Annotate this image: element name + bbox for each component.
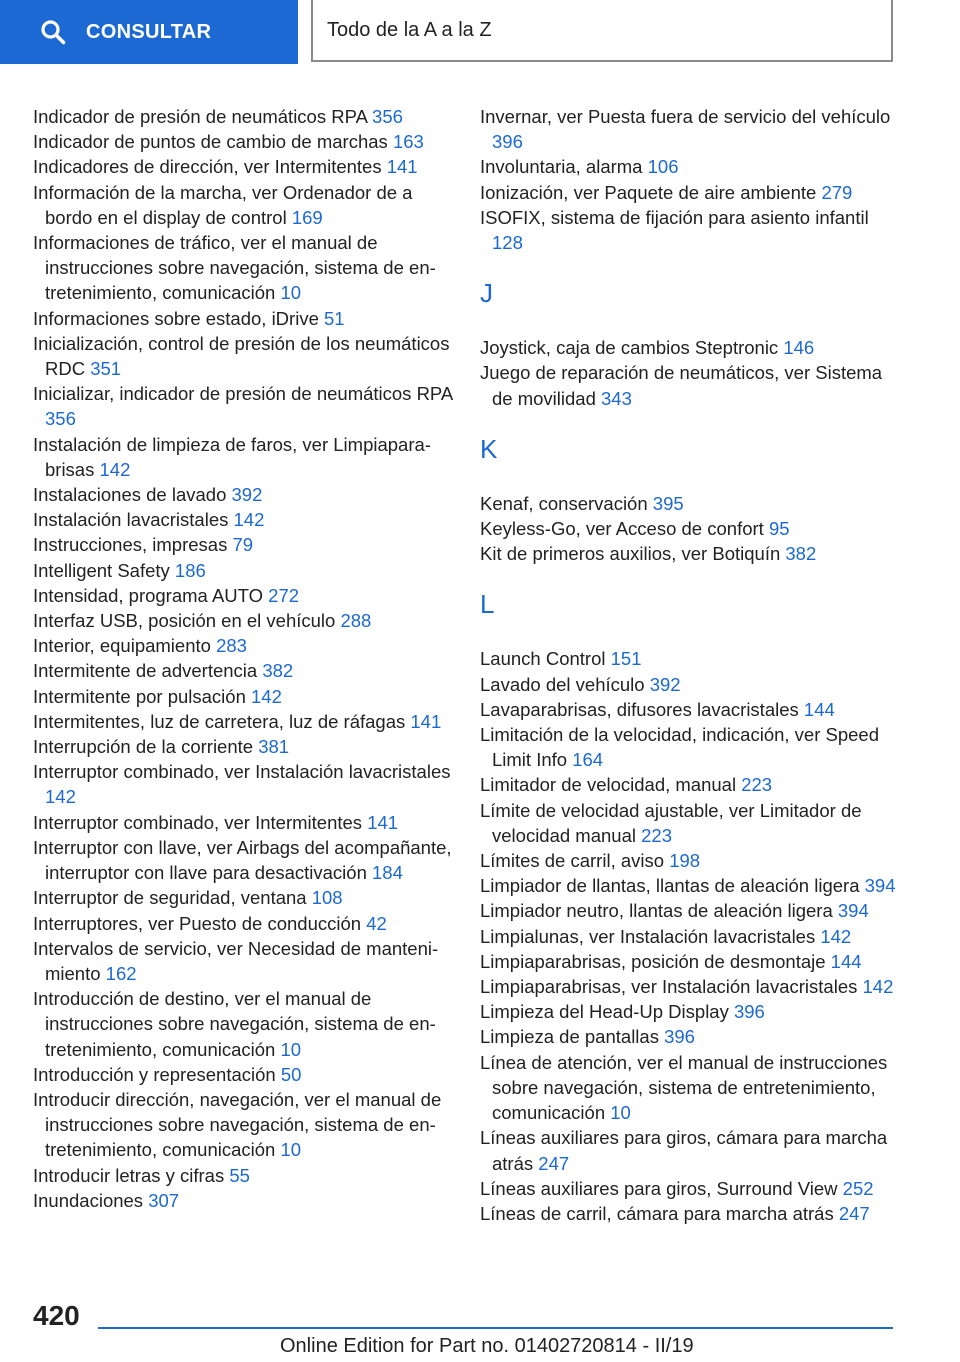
index-entry-text: Intelligent Safety [33, 559, 175, 581]
index-page-link[interactable]: 144 [803, 698, 835, 720]
index-entry [33, 986, 453, 1062]
index-entry [480, 999, 900, 1024]
page-number: 420 [33, 1300, 80, 1331]
index-page-link[interactable]: 394 [837, 900, 869, 922]
index-entry-text: Limpieza de pantallas [480, 1026, 665, 1048]
index-entry-text: Keyless-Go, ver Acceso de confort [480, 518, 769, 540]
index-page-link[interactable]: 307 [148, 1189, 180, 1211]
index-entry [480, 154, 900, 179]
index-entry [33, 558, 453, 583]
index-entry [33, 633, 453, 658]
index-entry-text: Limpialunas, ver Instalación lavacristales [480, 925, 821, 947]
index-page-link[interactable]: 252 [842, 1177, 874, 1199]
index-group-l [480, 646, 900, 1226]
index-entry-text: Líneas de carril, cámara para marcha atrás [480, 1202, 839, 1224]
index-page-link[interactable]: 382 [262, 660, 294, 682]
index-entry-text: Introducción de destino, ver el manual de instrucciones sobre navegación, sistema de entretenimiento, comunicación [33, 988, 436, 1060]
footer-divider [98, 1327, 893, 1329]
index-entry-text: Instalación lavacristales [33, 509, 234, 531]
index-entry-text: Información de la marcha, ver Ordenador de a bordo en el display de control [33, 181, 413, 228]
index-page-link[interactable]: 128 [492, 232, 523, 254]
index-page-link[interactable]: 42 [366, 912, 387, 934]
index-entry-text: Interruptor de seguridad, ventana [33, 887, 312, 909]
index-entry [480, 697, 900, 722]
index-entry-text: Intermitente por pulsación [33, 685, 252, 707]
index-page-link[interactable]: 142 [99, 458, 131, 480]
index-entry [480, 104, 900, 154]
index-page-link[interactable]: 382 [785, 543, 817, 565]
index-entry-text: Instalaciones de lavado [33, 484, 232, 506]
index-page-link[interactable]: 356 [372, 106, 403, 127]
index-page-link[interactable]: 141 [367, 811, 399, 833]
index-entry [480, 949, 900, 974]
index-entry-text: Indicador de puntos de cambio de marchas [33, 131, 393, 153]
index-entry [33, 759, 453, 809]
index-entry [33, 658, 453, 683]
index-entry [33, 911, 453, 936]
index-entry-text: ISOFIX, sistema de fijación para asiento infantil [480, 206, 869, 228]
index-page-link[interactable]: 10 [280, 282, 302, 304]
index-entry [33, 684, 453, 709]
index-entry [480, 722, 900, 772]
index-entry [33, 1062, 453, 1087]
index-entry [480, 516, 900, 541]
index-entry [33, 734, 453, 759]
index-page-link[interactable]: 283 [216, 635, 247, 657]
index-entry-text: Indicador de presión de neumáticos RPA [33, 106, 373, 127]
index-page-link[interactable]: 142 [251, 685, 282, 707]
index-page-link[interactable]: 279 [821, 181, 853, 203]
index-entry [33, 331, 453, 381]
index-entry-text: Limpieza del Head-Up Display [480, 1001, 734, 1023]
index-entry [33, 936, 453, 986]
index-page-link[interactable]: 396 [492, 131, 523, 153]
index-entry-text: Inundaciones [33, 1189, 149, 1211]
index-entry-text: Línea de atención, ver el manual de instrucciones sobre navegación, sistema de entretenimiento, comunicación [480, 1051, 888, 1124]
search-icon [40, 19, 66, 45]
section-tab[interactable] [311, 0, 893, 62]
index-page-link[interactable]: 141 [410, 710, 442, 732]
index-page-link[interactable]: 288 [340, 610, 372, 632]
index-entry-text: Inicialización, control de presión de los neumáticos RDC [33, 332, 450, 380]
index-page-link[interactable]: 394 [864, 875, 896, 897]
index-page-link[interactable]: 247 [838, 1202, 870, 1224]
index-entry [480, 1201, 900, 1226]
index-entry [33, 709, 453, 734]
index-page-link[interactable]: 164 [572, 749, 604, 771]
index-page-link[interactable]: 169 [291, 206, 323, 228]
index-group-i [480, 104, 900, 255]
index-page-link[interactable]: 108 [311, 887, 343, 909]
index-entry [480, 1024, 900, 1049]
index-entry [480, 1125, 900, 1175]
index-entry [480, 848, 900, 873]
index-page-link[interactable]: 106 [647, 156, 679, 178]
index-entry [33, 608, 453, 633]
index-entry-text: Instrucciones, impresas [33, 534, 233, 556]
index-page-link[interactable]: 95 [768, 518, 790, 540]
index-entry [33, 432, 453, 482]
index-letter-l: L [480, 589, 495, 620]
index-entry-text: Interfaz USB, posición en el vehículo [33, 610, 341, 632]
index-column-right [480, 104, 900, 1226]
index-entry-text: Interruptor con llave, ver Airbags del acompañante, interruptor con llave para desactivación [33, 836, 452, 884]
index-page-link[interactable]: 392 [231, 484, 263, 506]
index-entry [33, 1163, 453, 1188]
index-entry [480, 798, 900, 848]
index-entry-text: Limpiaparabrisas, posición de desmontaje [480, 950, 831, 972]
index-entry [33, 482, 453, 507]
index-entry-text: Joystick, caja de cambios Steptronic [480, 337, 784, 359]
index-entry-text: Instalación de limpieza de faros, ver Limpiaparabrisas [33, 433, 431, 480]
index-entry-text: Intermitente de advertencia [33, 660, 263, 682]
index-entry-text: Límite de velocidad ajustable, ver Limitador de velocidad manual [480, 799, 862, 846]
index-entry [33, 810, 453, 835]
index-page-link[interactable]: 396 [664, 1026, 695, 1048]
index-entry-text: Invernar, ver Puesta fuera de servicio del vehículo [480, 106, 891, 127]
index-entry-text: Juego de reparación de neumáticos, ver Sistema de movilidad [480, 362, 883, 409]
index-page-link[interactable]: 146 [783, 337, 815, 359]
index-entry-text: Introducir dirección, navegación, ver el manual de instrucciones sobre navegación, sistema de entretenimiento, comunicación [33, 1088, 442, 1161]
index-group-j [480, 335, 900, 411]
index-entry [33, 885, 453, 910]
index-entry-text: Indicadores de dirección, ver Intermitentes [33, 156, 387, 178]
index-page-link[interactable]: 396 [733, 1001, 765, 1023]
index-entry [33, 230, 453, 306]
index-entry-text: Launch Control [480, 648, 611, 670]
index-page-link[interactable]: 351 [90, 358, 122, 380]
index-entry-text: Introducir letras y cifras [33, 1164, 230, 1186]
index-entry [33, 1188, 453, 1213]
index-entry [480, 1176, 900, 1201]
index-page-link[interactable]: 79 [232, 534, 254, 556]
index-entry [480, 772, 900, 797]
index-entry-text: Inicializar, indicador de presión de neumáticos RPA [33, 383, 453, 405]
index-entry-text: Informaciones de tráfico, ver el manual de instrucciones sobre navegación, sistema de entretenimiento, comunicación [33, 232, 436, 304]
index-entry [480, 1050, 900, 1126]
index-page-link[interactable]: 50 [280, 1063, 302, 1085]
index-entry-text: Interrupción de la corriente [33, 736, 259, 758]
index-page-link[interactable]: 223 [741, 774, 773, 796]
index-page-link[interactable]: 10 [280, 1038, 302, 1060]
index-entry [33, 532, 453, 557]
index-entry-text: Ionización, ver Paquete de aire ambiente [480, 181, 822, 203]
index-page-link[interactable]: 392 [649, 673, 681, 695]
index-page-link[interactable]: 247 [538, 1152, 570, 1174]
index-entry-text: Involuntaria, alarma [480, 156, 648, 178]
index-entry-text: Interruptor combinado, ver Instalación lavacristales [33, 761, 451, 783]
index-page-link[interactable]: 142 [45, 786, 76, 808]
index-entry-text: Interior, equipamiento [33, 635, 217, 657]
index-page-link[interactable]: 184 [372, 862, 403, 884]
index-entry-text: Kenaf, conservación [480, 492, 653, 514]
index-page-link[interactable]: 55 [229, 1164, 250, 1186]
index-entry-text: Informaciones sobre estado, iDrive [33, 307, 324, 329]
index-entry [480, 180, 900, 205]
index-page-link[interactable]: 51 [324, 307, 345, 329]
index-page-link[interactable]: 10 [610, 1102, 631, 1124]
index-entry [33, 129, 453, 154]
index-entry-text: Líneas auxiliares para giros, cámara para marcha atrás [480, 1127, 888, 1174]
index-entry-text: Intermitentes, luz de carretera, luz de ráfagas [33, 710, 411, 732]
index-entry-text: Interruptores, ver Puesto de conducción [33, 912, 367, 934]
index-entry [480, 491, 900, 516]
index-page-link[interactable]: 356 [45, 408, 76, 430]
index-entry [480, 646, 900, 671]
index-entry [33, 381, 453, 431]
index-page-link[interactable]: 343 [601, 387, 632, 409]
index-page-link[interactable]: 141 [386, 156, 418, 178]
index-entry [33, 180, 453, 230]
index-entry-text: Limitación de la velocidad, indicación, ver Speed Limit Info [480, 724, 880, 771]
index-entry [480, 541, 900, 566]
index-entry [33, 154, 453, 179]
index-page-link[interactable]: 142 [233, 509, 265, 531]
index-entry-text: Intervalos de servicio, ver Necesidad de mantenimiento [33, 937, 439, 984]
index-entry-text: Líneas auxiliares para giros, Surround View [480, 1177, 843, 1199]
index-group-k [480, 491, 900, 567]
index-page-link[interactable]: 186 [174, 559, 206, 581]
index-entry [33, 104, 453, 129]
section-title: Todo de la A a la Z [327, 18, 492, 41]
index-entry-text: Lavado del vehículo [480, 673, 650, 695]
index-entry [33, 835, 453, 885]
index-page-link[interactable]: 10 [280, 1139, 302, 1161]
index-entry [33, 583, 453, 608]
index-page-link[interactable]: 162 [105, 962, 137, 984]
index-entry-text: Interruptor combinado, ver Intermitentes [33, 811, 368, 833]
index-page-link[interactable]: 151 [610, 648, 642, 670]
index-entry [480, 672, 900, 697]
index-entry-text: Limpiador de llantas, llantas de aleación ligera [480, 875, 865, 897]
index-entry-text: Límites de carril, aviso [480, 850, 670, 872]
index-entry-text: Limitador de velocidad, manual [480, 774, 742, 796]
index-entry [33, 507, 453, 532]
index-entry-text: Limpiaparabrisas, ver Instalación lavacristales [480, 976, 863, 998]
index-entry-text: Limpiador neutro, llantas de aleación ligera [480, 900, 838, 922]
index-page-link[interactable]: 163 [392, 131, 424, 153]
index-letter-j: J [480, 278, 493, 309]
index-entry [480, 360, 900, 410]
footer-edition: Online Edition for Part no. 01402720814 - II/19 [280, 1335, 694, 1357]
index-entry [480, 898, 900, 923]
index-entry [480, 335, 900, 360]
index-page-link[interactable]: 198 [669, 850, 701, 872]
index-entry [33, 1087, 453, 1163]
consultar-button[interactable] [0, 0, 298, 64]
index-entry [480, 974, 900, 999]
index-page-link[interactable]: 223 [641, 824, 672, 846]
index-page-link[interactable]: 272 [268, 584, 300, 606]
index-column-left [33, 104, 453, 1213]
index-page-link[interactable]: 381 [258, 736, 290, 758]
index-page-link[interactable]: 142 [820, 925, 852, 947]
index-entry [33, 306, 453, 331]
index-entry [480, 873, 900, 898]
index-page-link[interactable]: 142 [862, 976, 894, 998]
index-entry-text: Kit de primeros auxilios, ver Botiquín [480, 543, 786, 565]
index-entry-text: Introducción y representación [33, 1063, 281, 1085]
index-page-link[interactable]: 144 [830, 950, 862, 972]
index-page-link[interactable]: 395 [652, 492, 684, 514]
index-letter-k: K [480, 433, 498, 464]
index-entry-text: Lavaparabrisas, difusores lavacristales [480, 698, 804, 720]
index-entry [480, 924, 900, 949]
index-entry-text: Intensidad, programa AUTO [33, 584, 269, 606]
consultar-label: CONSULTAR [86, 20, 212, 43]
index-entry [480, 205, 900, 255]
